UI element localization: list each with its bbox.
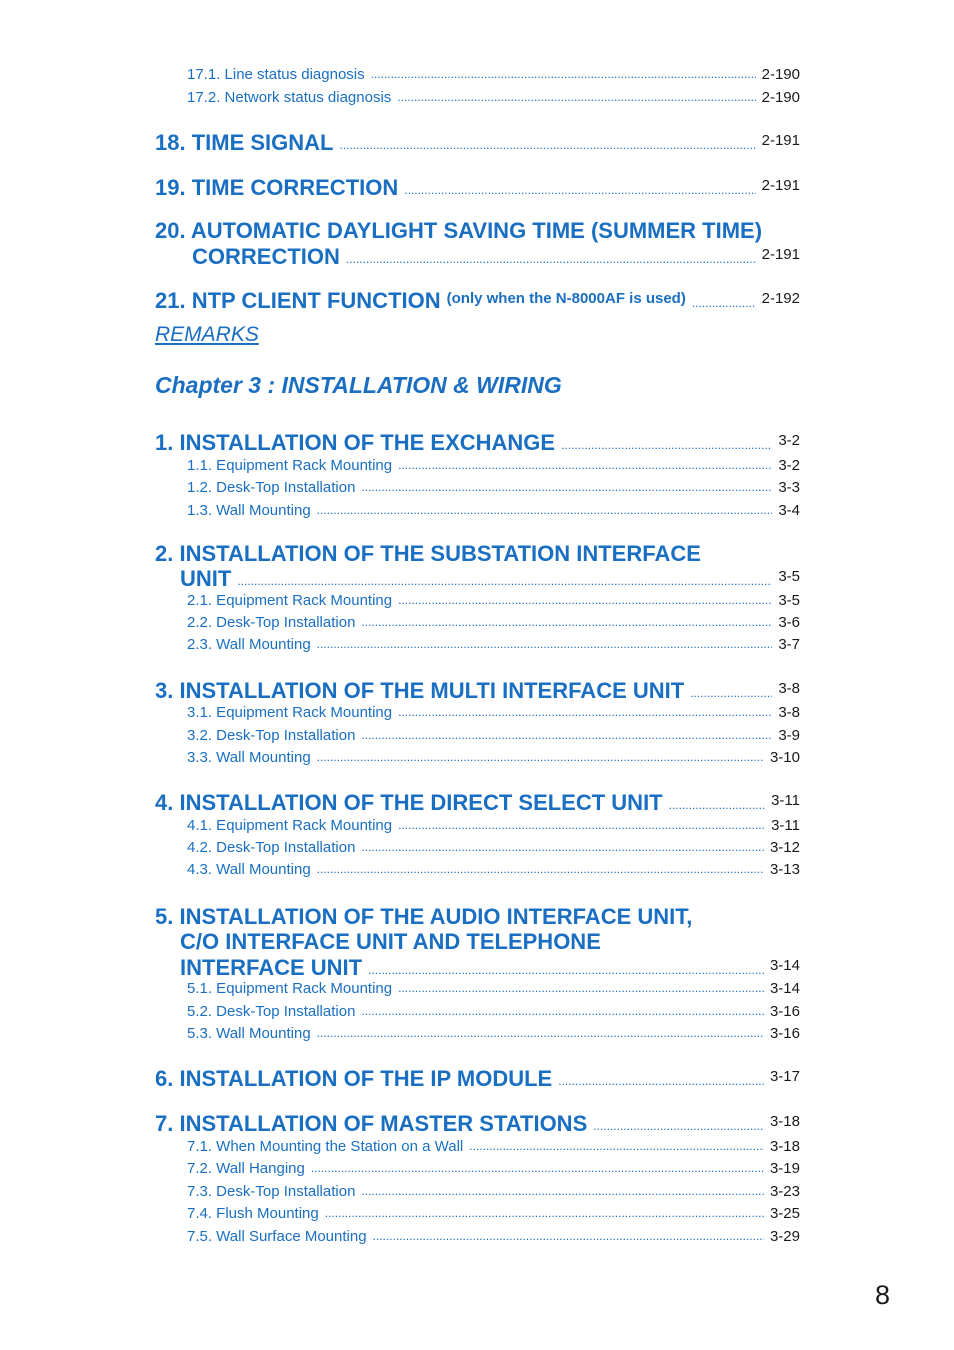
toc-section-title: 7. INSTALLATION OF MASTER STATIONS [155, 1111, 588, 1136]
toc-entry-7-2[interactable] [187, 1160, 800, 1178]
toc-section-3-6[interactable] [155, 1064, 800, 1092]
toc-entry-title: 2.3. Wall Mounting [187, 636, 311, 653]
toc-entry-title: 5.1. Equipment Rack Mounting [187, 980, 393, 997]
toc-entry-page: 3-29 [769, 1228, 800, 1245]
toc-entry-3-1[interactable] [187, 704, 800, 722]
toc-section-3-7[interactable] [155, 1109, 800, 1137]
toc-entry-title: 4.2. Desk-Top Installation [187, 839, 356, 856]
toc-entry-3-3[interactable] [187, 749, 800, 767]
toc-section-3-4[interactable] [155, 788, 800, 816]
toc-section-3-5[interactable] [180, 953, 800, 981]
toc-entry-page: 3-9 [778, 727, 800, 744]
toc-entry-5-2[interactable] [187, 1003, 800, 1021]
toc-entry-page: 3-12 [769, 839, 800, 856]
toc-entry-page: 3-5 [778, 592, 800, 609]
toc-entry-title: 17.1. Line status diagnosis [187, 66, 365, 83]
toc-entry-page: 3-16 [769, 1003, 800, 1020]
toc-entry-page: 3-11 [771, 817, 800, 834]
toc-entry-page: 3-16 [769, 1025, 800, 1042]
toc-section-title: CORRECTION [192, 244, 340, 269]
toc-entry-title: 17.2. Network status diagnosis [187, 89, 392, 106]
toc-entry-title: 3.1. Equipment Rack Mounting [187, 704, 393, 721]
toc-entry-5-3[interactable] [187, 1025, 800, 1043]
toc-entry-2-3[interactable] [187, 636, 800, 654]
toc-entry-page: 3-23 [769, 1183, 800, 1200]
toc-entry-title: 5.3. Wall Mounting [187, 1025, 311, 1042]
toc-section-page: 3-17 [769, 1068, 800, 1085]
toc-section-page: 3-2 [778, 432, 800, 449]
toc-entry-page: 3-25 [769, 1205, 800, 1222]
toc-section-page: 2-192 [761, 290, 800, 307]
toc-entry-page: 3-4 [778, 502, 800, 519]
chapter-title: Chapter 3 : INSTALLATION & WIRING [155, 372, 562, 398]
toc-section-20[interactable] [192, 242, 800, 270]
toc-section-3-2-line1[interactable]: 2. INSTALLATION OF THE SUBSTATION INTERFACE [155, 541, 701, 566]
toc-entry-page: 3-3 [778, 479, 800, 496]
toc-entry-page: 3-10 [769, 749, 800, 766]
toc-entry-title: 1.1. Equipment Rack Mounting [187, 457, 393, 474]
page-number: 8 [875, 1280, 891, 1310]
toc-entry-page: 2-190 [761, 66, 800, 83]
toc-entry-17-2[interactable] [187, 89, 800, 107]
toc-entry-title: 4.1. Equipment Rack Mounting [187, 817, 393, 834]
remarks-link[interactable]: REMARKS [155, 323, 259, 346]
toc-section-title: UNIT [180, 566, 232, 591]
toc-section-page: 2-191 [761, 132, 800, 149]
toc-entry-4-2[interactable] [187, 839, 800, 857]
toc-entry-page: 2-190 [761, 89, 800, 106]
toc-entry-page: 3-18 [769, 1138, 800, 1155]
toc-entry-1-2[interactable] [187, 479, 800, 497]
toc-entry-title: 1.3. Wall Mounting [187, 502, 311, 519]
toc-section-title: INTERFACE UNIT [180, 955, 363, 980]
toc-section-3-2[interactable] [180, 564, 800, 592]
toc-section-title: 4. INSTALLATION OF THE DIRECT SELECT UNIT [155, 790, 663, 815]
toc-entry-7-1[interactable] [187, 1138, 800, 1156]
toc-entry-page: 3-14 [769, 980, 800, 997]
toc-section-page: 3-5 [778, 568, 800, 585]
toc-entry-title: 4.3. Wall Mounting [187, 861, 311, 878]
toc-entry-7-4[interactable] [187, 1205, 800, 1223]
toc-section-21[interactable] [155, 286, 800, 314]
toc-entry-2-1[interactable] [187, 592, 800, 610]
toc-entry-title: 1.2. Desk-Top Installation [187, 479, 356, 496]
toc-section-title: 1. INSTALLATION OF THE EXCHANGE [155, 430, 556, 455]
toc-section-page: 3-11 [771, 792, 800, 809]
toc-entry-4-3[interactable] [187, 861, 800, 879]
toc-section-3-3[interactable] [155, 676, 800, 704]
toc-entry-title: 7.5. Wall Surface Mounting [187, 1228, 367, 1245]
toc-entry-title: 3.2. Desk-Top Installation [187, 727, 356, 744]
toc-entry-title: 7.2. Wall Hanging [187, 1160, 305, 1177]
toc-section-title: 3. INSTALLATION OF THE MULTI INTERFACE UNIT [155, 678, 685, 703]
toc-entry-title: 5.2. Desk-Top Installation [187, 1003, 356, 1020]
toc-entry-4-1[interactable] [187, 817, 800, 835]
toc-entry-title: 2.1. Equipment Rack Mounting [187, 592, 393, 609]
toc-section-3-5-line1[interactable]: 5. INSTALLATION OF THE AUDIO INTERFACE UNIT, [155, 904, 693, 929]
toc-section-page: 3-14 [769, 957, 800, 974]
toc-section-20-line1[interactable]: 20. AUTOMATIC DAYLIGHT SAVING TIME (SUMMER TIME) [155, 218, 763, 243]
toc-entry-1-1[interactable] [187, 457, 800, 475]
toc-section-note: (only when the N-8000AF is used) [446, 290, 686, 307]
toc-entry-page: 3-6 [778, 614, 800, 631]
toc-entry-page: 3-8 [778, 704, 800, 721]
toc-section-title: 19. TIME CORRECTION [155, 175, 399, 200]
toc-section-page: 2-191 [761, 177, 800, 194]
toc-section-title: 18. TIME SIGNAL [155, 130, 334, 155]
toc-entry-2-2[interactable] [187, 614, 800, 632]
toc-section-3-5-line2[interactable]: C/O INTERFACE UNIT AND TELEPHONE [180, 929, 601, 954]
toc-entry-7-5[interactable] [187, 1228, 800, 1246]
toc-section-page: 3-8 [778, 680, 800, 697]
toc-section-18[interactable] [155, 128, 800, 156]
toc-entry-title: 2.2. Desk-Top Installation [187, 614, 356, 631]
toc-entry-title: 7.4. Flush Mounting [187, 1205, 319, 1222]
toc-entry-17-1[interactable] [187, 66, 800, 84]
toc-entry-page: 3-13 [769, 861, 800, 878]
toc-section-page: 2-191 [761, 246, 800, 263]
toc-section-title: 6. INSTALLATION OF THE IP MODULE [155, 1066, 553, 1091]
toc-section-page: 3-18 [769, 1113, 800, 1130]
toc-entry-title: 3.3. Wall Mounting [187, 749, 311, 766]
toc-section-19[interactable] [155, 173, 800, 201]
toc-entry-7-3[interactable] [187, 1183, 800, 1201]
toc-entry-title: 7.3. Desk-Top Installation [187, 1183, 356, 1200]
toc-entry-page: 3-7 [778, 636, 800, 653]
toc-section-title: 21. NTP CLIENT FUNCTION [155, 288, 441, 313]
toc-entry-page: 3-19 [769, 1160, 800, 1177]
toc-entry-page: 3-2 [778, 457, 800, 474]
toc-entry-5-1[interactable] [187, 980, 800, 998]
toc-entry-3-2[interactable] [187, 727, 800, 745]
toc-entry-1-3[interactable] [187, 502, 800, 520]
toc-section-3-1[interactable] [155, 428, 800, 456]
toc-entry-title: 7.1. When Mounting the Station on a Wall [187, 1138, 464, 1155]
